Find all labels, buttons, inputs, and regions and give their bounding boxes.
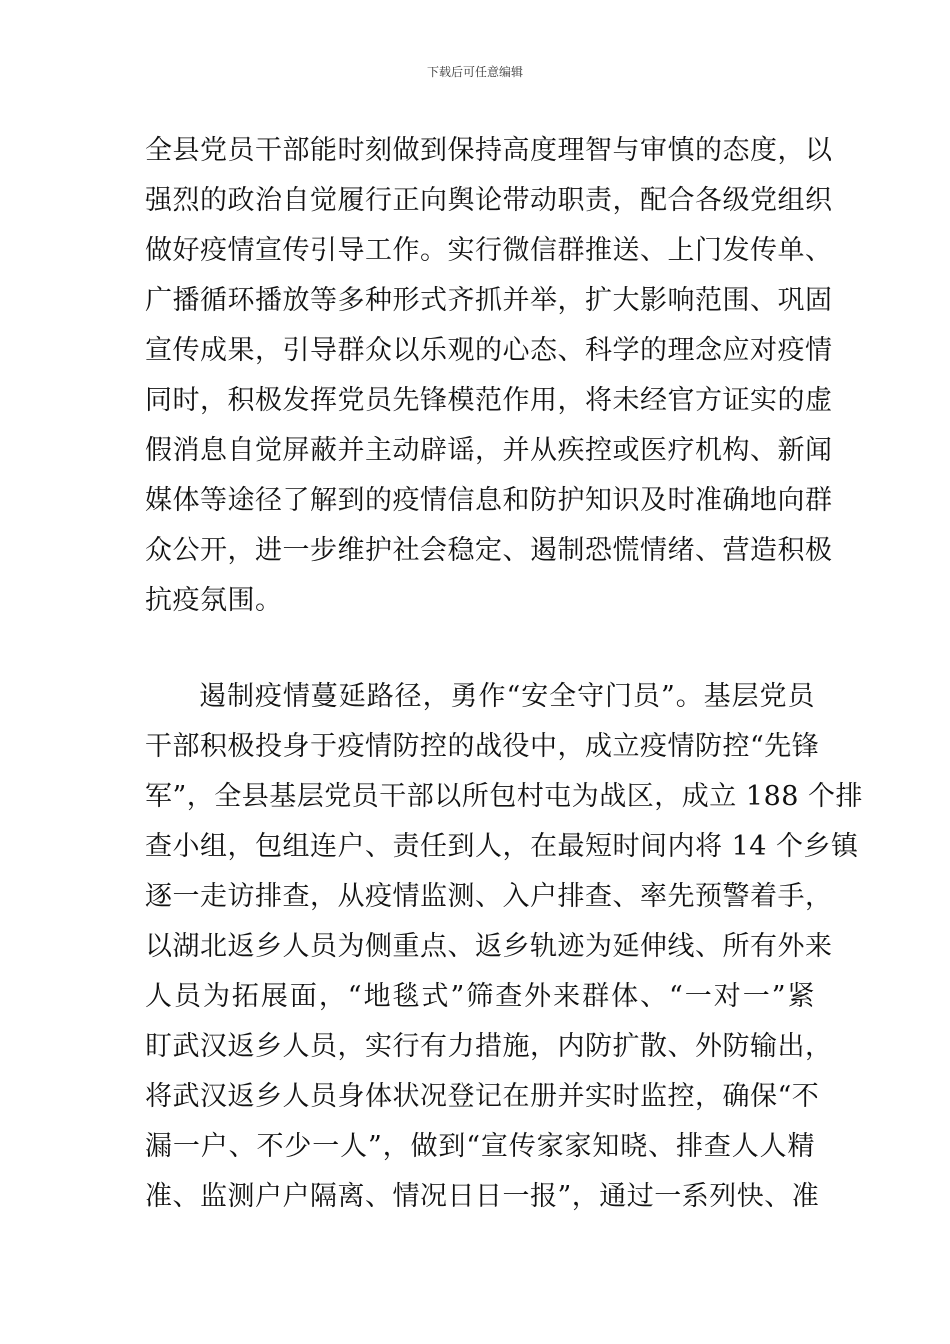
text-line: 干部积极投身于疫情防控的战役中，成立疫情防控“先锋 <box>145 731 820 762</box>
text-line: 军”，全县基层党员干部以所包村屯为战区，成立 188 个排 <box>145 781 864 812</box>
paragraph-2 <box>145 672 864 1222</box>
text-line: 将武汉返乡人员身体状况登记在册并实时监控，确保“不 <box>145 1081 820 1112</box>
text-line: 假消息自觉屏蔽并主动辟谣，并从疾控或医疗机构、新闻 <box>145 435 833 466</box>
text-line: 以湖北返乡人员为侧重点、返乡轨迹为延伸线、所有外来 <box>145 931 833 962</box>
text-line: 同时，积极发挥党员先锋模范作用，将未经官方证实的虚 <box>145 385 833 416</box>
text-line: 漏一户、不少一人”，做到“宣传家家知晓、排查人人精 <box>145 1131 815 1162</box>
text-line: 宣传成果，引导群众以乐观的心态、科学的理念应对疫情 <box>145 335 833 366</box>
page-header: 下载后可任意编辑 <box>426 65 523 79</box>
text-line: 众公开，进一步维护社会稳定、遏制恐慌情绪、营造积极 <box>145 535 833 566</box>
text-line: 强烈的政治自觉履行正向舆论带动职责，配合各级党组织 <box>145 185 833 216</box>
text-line: 做好疫情宣传引导工作。实行微信群推送、上门发传单、 <box>145 235 833 266</box>
text-line: 盯武汉返乡人员，实行有力措施，内防扩散、外防输出， <box>145 1031 833 1062</box>
text-line: 广播循环播放等多种形式齐抓并举，扩大影响范围、巩固 <box>145 285 833 316</box>
text-line: 全县党员干部能时刻做到保持高度理智与审慎的态度，以 <box>145 135 833 166</box>
text-line: 遏制疫情蔓延路径，勇作“安全守门员”。基层党员 <box>199 681 815 712</box>
text-line: 查小组，包组连户、责任到人，在最短时间内将 14 个乡镇 <box>145 831 859 862</box>
paragraph-1 <box>145 126 833 626</box>
text-line: 逐一走访排查，从疫情监测、入户排查、率先预警着手， <box>145 881 833 912</box>
text-line: 人员为拓展面，“地毯式”筛查外来群体、“一对一”紧 <box>145 981 815 1012</box>
text-line: 准、监测户户隔离、情况日日一报”，通过一系列快、准 <box>145 1181 820 1212</box>
text-line: 抗疫氛围。 <box>145 585 283 616</box>
text-line: 媒体等途径了解到的疫情信息和防护知识及时准确地向群 <box>145 485 833 516</box>
